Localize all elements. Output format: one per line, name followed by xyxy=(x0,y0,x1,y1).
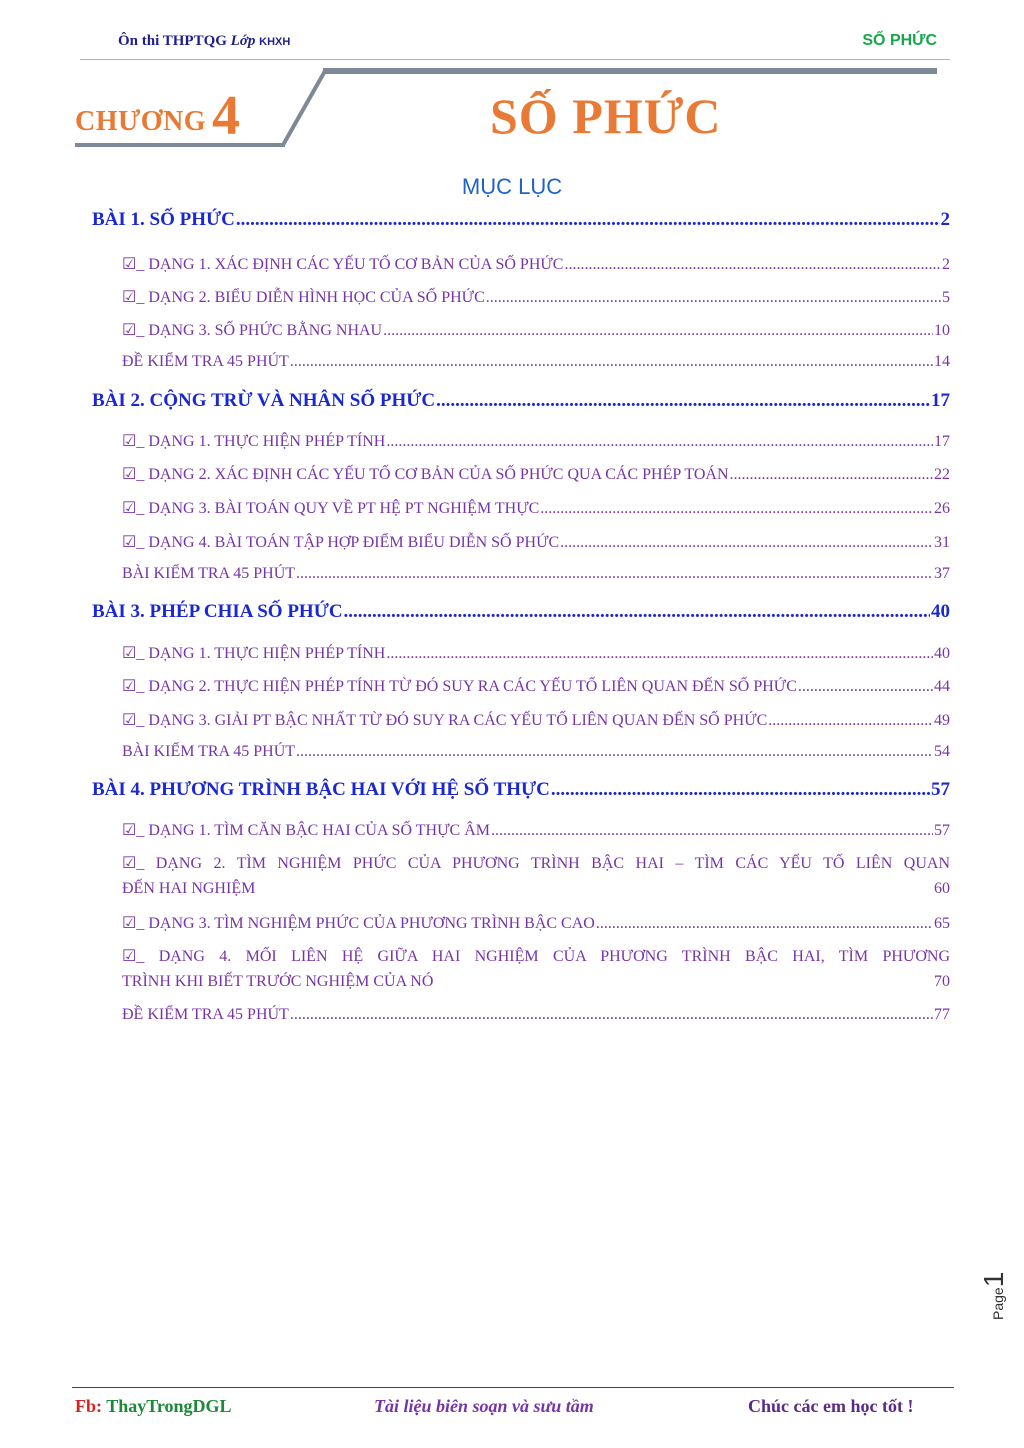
footer-greeting: Chúc các em học tốt ! xyxy=(748,1396,914,1416)
toc-title: MỤC LỤC xyxy=(461,174,563,199)
toc-entry-label: ☑_ DẠNG 1. THỰC HIỆN PHÉP TÍNH xyxy=(122,433,386,450)
toc-entry-label-continued: TRÌNH KHI BIẾT TRƯỚC NGHIỆM CỦA NÓ xyxy=(122,973,434,990)
page-number: 1 xyxy=(978,1271,1009,1288)
toc-entry-label: ☑_ DẠNG 4. MỐI LIÊN HỆ GIỮA HAI NGHIỆM CỦA PHƯƠNG TRÌNH BẬC HAI, TÌM PHƯƠNG xyxy=(122,948,950,965)
footer-facebook xyxy=(75,1396,232,1417)
toc-entry-label: ☑_ DẠNG 2. BIỂU DIỄN HÌNH HỌC CỦA SỐ PHỨC xyxy=(122,289,485,306)
toc-entry-label: ĐỀ KIỂM TRA 45 PHÚT xyxy=(122,353,289,370)
toc-entry[interactable] xyxy=(122,532,950,552)
toc-entry-label: ☑_ DẠNG 3. GIẢI PT BẬC NHẤT TỪ ĐÓ SUY RA CÁC YẾU TỐ LIÊN QUAN ĐẾN SỐ PHỨC xyxy=(122,712,768,729)
toc-leader-dots xyxy=(730,466,933,484)
toc-entry[interactable] xyxy=(122,913,950,933)
toc-entry[interactable] xyxy=(122,676,950,696)
chapter-title: SỐ PHỨC xyxy=(490,88,722,144)
toc-entry-label: ☑_ DẠNG 2. THỰC HIỆN PHÉP TÍNH TỪ ĐÓ SUY RA CÁC YẾU TỐ LIÊN QUAN ĐẾN SỐ PHỨC xyxy=(122,678,797,695)
toc-page-number: 22 xyxy=(934,466,950,483)
toc-leader-dots xyxy=(596,915,933,933)
toc-page-number: 14 xyxy=(934,353,950,370)
toc-page-number: 49 xyxy=(934,712,950,729)
footer-slogan: Tài liệu biên soạn và sưu tầm xyxy=(374,1396,594,1416)
header-track: KHXH xyxy=(259,36,291,48)
toc-leader-dots xyxy=(290,353,933,371)
toc-entry-wrapped[interactable] xyxy=(122,944,950,994)
toc-entry-label: ☑_ DẠNG 1. TÌM CĂN BẬC HAI CỦA SỐ THỰC ÂM xyxy=(122,822,490,839)
toc-entry-label: ☑_ DẠNG 1. XÁC ĐỊNH CÁC YẾU TỐ CƠ BẢN CỦA SỐ PHỨC xyxy=(122,256,564,273)
toc-leader-dots xyxy=(436,390,930,412)
toc-leader-dots xyxy=(491,822,933,840)
toc-page-number: 17 xyxy=(931,390,950,411)
toc-entry[interactable] xyxy=(122,431,950,451)
toc-lesson-3[interactable] xyxy=(92,601,950,623)
toc-entry-label: ☑_ DẠNG 3. BÀI TOÁN QUY VỀ PT HỆ PT NGHIỆM THỰC xyxy=(122,500,540,517)
toc-entry-label: BÀI 3. PHÉP CHIA SỐ PHỨC xyxy=(92,601,343,622)
toc-leader-dots xyxy=(386,433,933,451)
toc-leader-dots xyxy=(296,565,933,583)
toc-entry-label: BÀI 4. PHƯƠNG TRÌNH BẬC HAI VỚI HỆ SỐ THỰC xyxy=(92,779,550,800)
footer-fb-label: Fb: xyxy=(75,1396,102,1416)
toc-entry[interactable] xyxy=(122,820,950,840)
toc-entry[interactable] xyxy=(122,464,950,484)
toc-entry-label: BÀI KIỂM TRA 45 PHÚT xyxy=(122,743,296,760)
header-grade-label: Lớp xyxy=(230,33,256,49)
toc-page-number: 5 xyxy=(942,289,950,306)
toc-entry-label: ĐỀ KIỂM TRA 45 PHÚT xyxy=(122,1006,289,1023)
toc-entry-label: ☑_ DẠNG 1. THỰC HIỆN PHÉP TÍNH xyxy=(122,645,386,662)
chapter-number: 4 xyxy=(212,85,240,147)
toc-page-number: 31 xyxy=(934,534,950,551)
toc-page-number: 17 xyxy=(934,433,950,450)
toc-leader-dots xyxy=(564,256,941,274)
toc-page-number: 10 xyxy=(934,322,950,339)
toc-entry-label: BÀI 1. SỐ PHỨC xyxy=(92,209,235,230)
toc-leader-dots xyxy=(768,712,933,730)
toc-entry[interactable] xyxy=(122,710,950,730)
toc-leader-dots xyxy=(236,209,940,231)
toc-leader-dots xyxy=(383,322,933,340)
toc-page-number: 60 xyxy=(934,880,950,897)
toc-entry-label: BÀI 2. CỘNG TRỪ VÀ NHÂN SỐ PHỨC xyxy=(92,390,436,411)
toc-page-number: 44 xyxy=(934,678,950,695)
toc-entry-label: ☑_ DẠNG 4. BÀI TOÁN TẬP HỢP ĐIỂM BIỂU DIỄN SỐ PHỨC xyxy=(122,534,560,551)
toc-leader-dots xyxy=(551,779,930,801)
toc-page-number: 54 xyxy=(934,743,950,760)
toc-leader-dots xyxy=(296,743,933,761)
toc-entry-label: ☑_ DẠNG 3. TÌM NGHIỆM PHỨC CỦA PHƯƠNG TRÌNH BẬC CAO xyxy=(122,915,595,932)
toc-page-number: 57 xyxy=(934,822,950,839)
toc-entry[interactable] xyxy=(122,1006,950,1024)
toc-entry-label: ☑_ DẠNG 2. TÌM NGHIỆM PHỨC CỦA PHƯƠNG TRÌNH BẬC HAI – TÌM CÁC YẾU TỐ LIÊN QUAN xyxy=(122,855,950,872)
toc-leader-dots xyxy=(798,678,933,696)
toc-entry-wrapped[interactable] xyxy=(122,851,950,901)
toc-leader-dots xyxy=(486,289,941,307)
toc-leader-dots xyxy=(290,1006,933,1024)
header-topic: SỐ PHỨC xyxy=(862,32,937,49)
toc-entry-label: BÀI KIỂM TRA 45 PHÚT xyxy=(122,565,296,582)
page-word: Page xyxy=(990,1287,1006,1320)
toc-page-number: 65 xyxy=(934,915,950,932)
toc-page-number: 2 xyxy=(940,209,950,230)
footer-divider xyxy=(72,1387,954,1388)
toc-leader-dots xyxy=(386,645,933,663)
header-exam-title: Ôn thi THPTQG xyxy=(118,33,227,49)
toc-lesson-2[interactable] xyxy=(92,390,950,412)
toc-leader-dots xyxy=(344,601,930,623)
toc-entry[interactable] xyxy=(122,287,950,307)
toc-entry-label: ☑_ DẠNG 2. XÁC ĐỊNH CÁC YẾU TỐ CƠ BẢN CỦA SỐ PHỨC QUA CÁC PHÉP TOÁN xyxy=(122,466,729,483)
toc-page-number: 57 xyxy=(931,779,950,800)
toc-leader-dots xyxy=(560,534,933,552)
page-number-side xyxy=(978,1270,1018,1320)
toc-page-number: 70 xyxy=(934,973,950,990)
toc-page-number: 40 xyxy=(931,601,950,622)
toc-page-number: 37 xyxy=(934,565,950,582)
toc-page-number: 26 xyxy=(934,500,950,517)
toc-entry[interactable] xyxy=(122,320,950,340)
toc-entry[interactable] xyxy=(122,498,950,518)
toc-entry[interactable] xyxy=(122,353,950,371)
footer-fb-name: ThayTrongDGL xyxy=(106,1396,232,1416)
toc-page-number: 77 xyxy=(934,1006,950,1023)
toc-entry[interactable] xyxy=(122,743,950,761)
toc-lesson-1[interactable] xyxy=(92,209,950,231)
toc-entry-label: ☑_ DẠNG 3. SỐ PHỨC BẰNG NHAU xyxy=(122,322,383,339)
toc-page-number: 40 xyxy=(934,645,950,662)
toc-leader-dots xyxy=(540,500,933,518)
toc-entry[interactable] xyxy=(122,643,950,663)
toc-entry[interactable] xyxy=(122,254,950,274)
toc-entry[interactable] xyxy=(122,565,950,583)
toc-entry-label-continued: ĐẾN HAI NGHIỆM xyxy=(122,880,256,897)
toc-page-number: 2 xyxy=(942,256,950,273)
chapter-label: CHƯƠNG xyxy=(75,106,207,137)
toc-lesson-4[interactable] xyxy=(92,779,950,801)
